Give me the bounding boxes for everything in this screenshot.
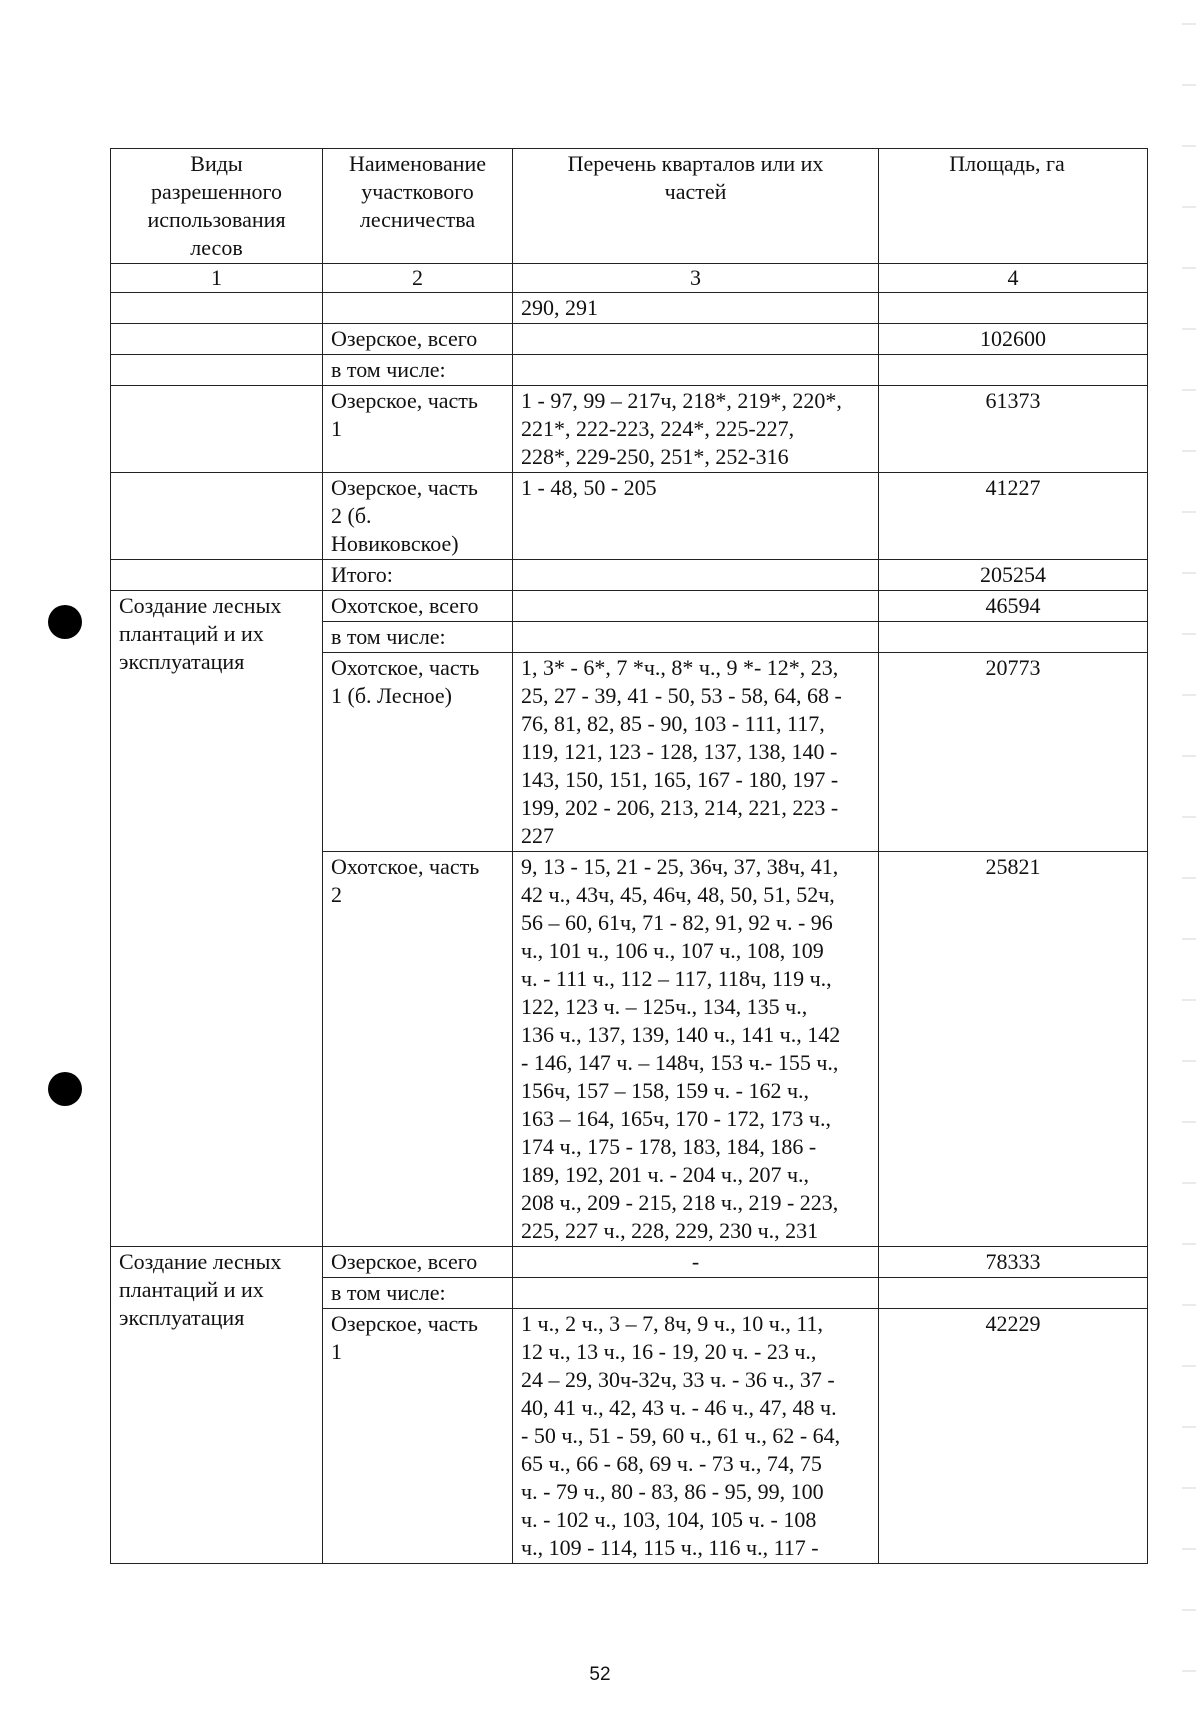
- table-row: [111, 386, 1148, 473]
- header-area: Площадь, га: [879, 149, 1148, 264]
- forestry-cell: Охотское, часть 2: [323, 852, 513, 1247]
- forestry-cell: Озерское, всего: [323, 1247, 513, 1278]
- forestry-cell: [323, 293, 513, 324]
- use-type-cell: Создание лесных плантаций и их эксплуатация: [111, 591, 323, 1247]
- forestry-cell: Озерское, часть 2 (б. Новиковское): [323, 473, 513, 560]
- area-cell: 20773: [879, 653, 1148, 852]
- area-cell: 61373: [879, 386, 1148, 473]
- forestry-cell: Озерское, часть 1: [323, 1309, 513, 1564]
- column-number: 1: [111, 264, 323, 293]
- table-header-row: [111, 149, 1148, 264]
- quarters-cell: [513, 324, 879, 355]
- use-type-cell: [111, 386, 323, 473]
- header-use-type: Виды разрешенного использования лесов: [111, 149, 323, 264]
- quarters-cell: 1 - 97, 99 – 217ч, 218*, 219*, 220*, 221*, 222-223, 224*, 225-227, 228*, 229-250, 251*, 252-316: [513, 386, 879, 473]
- quarters-cell: 1, 3* - 6*, 7 *ч., 8* ч., 9 *- 12*, 23, 25, 27 - 39, 41 - 50, 53 - 58, 64, 68 - 76, 81, 82, 85 - 90, 103 - 111, 117, 119, 121, 123 - 128, 137, 138, 140 - 143, 150, 151, 165, 167 - 180, 197 - 199, 202 - 206, 213, 214, 221, 223 - 227: [513, 653, 879, 852]
- scan-edge-noise: [1182, 0, 1196, 1711]
- quarters-cell: -: [513, 1247, 879, 1278]
- area-cell: [879, 622, 1148, 653]
- column-number-row: [111, 264, 1148, 293]
- area-cell: 46594: [879, 591, 1148, 622]
- forestry-cell: Озерское, часть 1: [323, 386, 513, 473]
- quarters-cell: 1 ч., 2 ч., 3 – 7, 8ч, 9 ч., 10 ч., 11, 12 ч., 13 ч., 16 - 19, 20 ч. - 23 ч., 24 – 29, 30ч-32ч, 33 ч. - 36 ч., 37 - 40, 41 ч., 42, 43 ч. - 46 ч., 47, 48 ч. - 50 ч., 51 - 59, 60 ч., 61 ч., 62 - 64, 65 ч., 66 - 68, 69 ч. - 73 ч., 74, 75 ч. - 79 ч., 80 - 83, 86 - 95, 99, 100 ч. - 102 ч., 103, 104, 105 ч. - 108 ч., 109 - 114, 115 ч., 116 ч., 117 -: [513, 1309, 879, 1564]
- use-type-cell: [111, 355, 323, 386]
- table-row: [111, 591, 1148, 622]
- use-type-cell: [111, 560, 323, 591]
- table-row: [111, 293, 1148, 324]
- header-forestry-name: Наименование участкового лесничества: [323, 149, 513, 264]
- column-number: 2: [323, 264, 513, 293]
- quarters-cell: 290, 291: [513, 293, 879, 324]
- punch-hole-mark: [48, 605, 82, 639]
- forest-use-table: [110, 148, 1148, 1564]
- punch-hole-mark: [48, 1072, 82, 1106]
- use-type-cell: [111, 293, 323, 324]
- use-type-cell: [111, 473, 323, 560]
- area-cell: 42229: [879, 1309, 1148, 1564]
- column-number: 4: [879, 264, 1148, 293]
- area-cell: [879, 355, 1148, 386]
- page-number: 52: [589, 1664, 611, 1685]
- table-row: [111, 324, 1148, 355]
- quarters-cell: 9, 13 - 15, 21 - 25, 36ч, 37, 38ч, 41, 42 ч., 43ч, 45, 46ч, 48, 50, 51, 52ч, 56 – 60, 61ч, 71 - 82, 91, 92 ч. - 96 ч., 101 ч., 106 ч., 107 ч., 108, 109 ч. - 111 ч., 112 – 117, 118ч, 119 ч., 122, 123 ч. – 125ч., 134, 135 ч., 136 ч., 137, 139, 140 ч., 141 ч., 142 - 146, 147 ч. – 148ч, 153 ч.- 155 ч., 156ч, 157 – 158, 159 ч. - 162 ч., 163 – 164, 165ч, 170 - 172, 173 ч., 174 ч., 175 - 178, 183, 184, 186 - 189, 192, 201 ч. - 204 ч., 207 ч., 208 ч., 209 - 215, 218 ч., 219 - 223, 225, 227 ч., 228, 229, 230 ч., 231: [513, 852, 879, 1247]
- quarters-cell: [513, 1278, 879, 1309]
- area-cell: 102600: [879, 324, 1148, 355]
- area-cell: 78333: [879, 1247, 1148, 1278]
- forestry-cell: Озерское, всего: [323, 324, 513, 355]
- area-cell: 41227: [879, 473, 1148, 560]
- forestry-cell: Охотское, часть 1 (б. Лесное): [323, 653, 513, 852]
- quarters-cell: [513, 560, 879, 591]
- use-type-cell: Создание лесных плантаций и их эксплуатация: [111, 1247, 323, 1564]
- column-number: 3: [513, 264, 879, 293]
- area-cell: 25821: [879, 852, 1148, 1247]
- table-row: [111, 473, 1148, 560]
- forestry-cell: в том числе:: [323, 1278, 513, 1309]
- quarters-cell: 1 - 48, 50 - 205: [513, 473, 879, 560]
- forestry-cell: Итого:: [323, 560, 513, 591]
- area-cell: 205254: [879, 560, 1148, 591]
- quarters-cell: [513, 622, 879, 653]
- table-row: [111, 560, 1148, 591]
- forestry-cell: Охотское, всего: [323, 591, 513, 622]
- table-row: [111, 1247, 1148, 1278]
- forestry-cell: в том числе:: [323, 622, 513, 653]
- table-row: [111, 355, 1148, 386]
- quarters-cell: [513, 591, 879, 622]
- area-cell: [879, 1278, 1148, 1309]
- use-type-cell: [111, 324, 323, 355]
- quarters-cell: [513, 355, 879, 386]
- area-cell: [879, 293, 1148, 324]
- header-quarters-list: Перечень кварталов или их частей: [513, 149, 879, 264]
- forestry-cell: в том числе:: [323, 355, 513, 386]
